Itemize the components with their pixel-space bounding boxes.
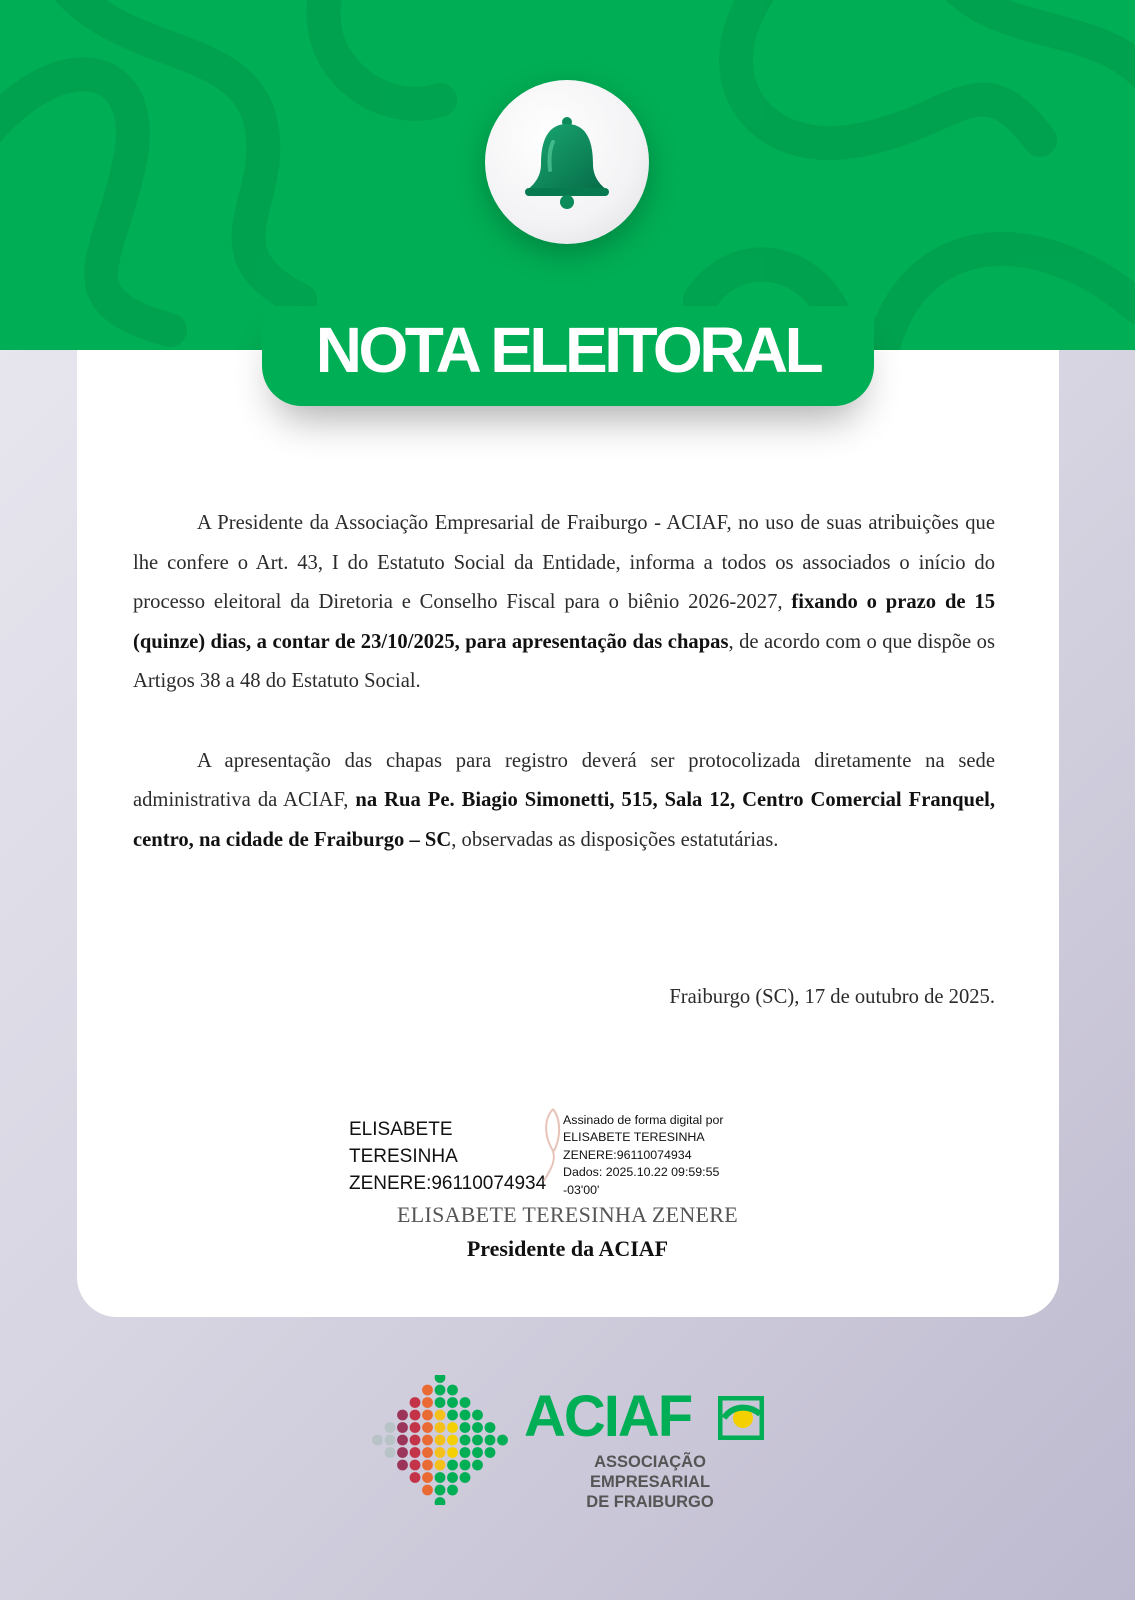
logo-subtitle (534, 1452, 766, 1512)
logo-dot (435, 1385, 446, 1396)
signatory-name: ELISABETE TERESINHA ZENERE (396, 1202, 739, 1227)
logo-dot (372, 1435, 383, 1446)
logo-dots-icon (368, 1375, 518, 1505)
logo-dot (410, 1460, 421, 1471)
signature-name-block (349, 1116, 546, 1197)
logo-dot (460, 1397, 471, 1408)
bell-badge (485, 80, 649, 244)
logo-dot (410, 1410, 421, 1421)
signature-info-block (563, 1112, 723, 1199)
p2-text-end: , observadas as disposições estatutárias. (451, 828, 779, 851)
title-banner (262, 306, 874, 406)
logo-dot (472, 1422, 483, 1433)
logo-dot (422, 1460, 433, 1471)
logo-dot (397, 1422, 408, 1433)
logo-dot (385, 1422, 396, 1433)
logo-dot (472, 1460, 483, 1471)
bell-icon (519, 112, 615, 212)
logo-dot (485, 1447, 496, 1458)
logo-dot (460, 1472, 471, 1483)
logo-dot (422, 1435, 433, 1446)
p1-text: A Presidente da Associação Empresarial de Fraiburgo - ACIAF, no uso de suas atribuições que lhe confere o Art. 43, I do Estatuto Social da Entidade, informa a todos os associados o início do processo eleitoral da Diretoria e Conselho Fiscal para o biênio 2026-2027, (133, 512, 995, 613)
logo-dot (447, 1410, 458, 1421)
signature-info-line: -03'00' (563, 1182, 600, 1197)
date-line: Fraiburgo (SC), 17 de outubro de 2025. (669, 986, 995, 1008)
logo-dot (435, 1460, 446, 1471)
logo-dot (435, 1397, 446, 1408)
logo-dot (485, 1435, 496, 1446)
signature-name-line: ELISABETE (349, 1119, 453, 1140)
logo-dot (435, 1485, 446, 1496)
p1-text-end: , de acordo com o que dispõe os Artigos 38 a 48 do Estatuto Social. (133, 630, 995, 692)
signature-name-line: ZENERE:96110074934 (349, 1173, 547, 1194)
paragraph-2 (133, 742, 995, 861)
logo-dot (385, 1447, 396, 1458)
signature-name-line: TERESINHA (349, 1146, 458, 1167)
logo-dot (460, 1410, 471, 1421)
logo-dot (397, 1410, 408, 1421)
logo-dot (447, 1472, 458, 1483)
logo-dot (435, 1497, 446, 1505)
logo-dot (472, 1447, 483, 1458)
logo-dot (397, 1460, 408, 1471)
p2-bold-text: na Rua Pe. Biagio Simonetti, 515, Sala 12, Centro Comercial Franquel, centro, na cidade de Fraiburgo – SC (133, 789, 995, 851)
logo-dot (460, 1435, 471, 1446)
logo-dot (422, 1410, 433, 1421)
logo-dot (460, 1460, 471, 1471)
logo-dot (435, 1435, 446, 1446)
logo-dot (397, 1447, 408, 1458)
logo-dot (497, 1435, 508, 1446)
paragraph-1 (133, 504, 995, 702)
logo-dot (422, 1472, 433, 1483)
logo-dot (435, 1472, 446, 1483)
signature-info-line: ZENERE:96110074934 (563, 1147, 692, 1162)
logo-dot (410, 1435, 421, 1446)
notice-body (133, 504, 995, 860)
logo-sun-icon (718, 1396, 764, 1440)
p2-text: A apresentação das chapas para registro deverá ser protocolizada diretamente na sede administrativa da ACIAF, (133, 749, 995, 811)
logo-dot (422, 1485, 433, 1496)
logo-dot (435, 1422, 446, 1433)
logo-dot (447, 1422, 458, 1433)
logo-dot (447, 1447, 458, 1458)
logo-subtitle-line: ASSOCIAÇÃO EMPRESARIAL (589, 1453, 711, 1491)
logo-dot (410, 1422, 421, 1433)
logo-dot (460, 1447, 471, 1458)
logo-subtitle-line: DE FRAIBURGO (586, 1493, 714, 1511)
logo-dot (447, 1397, 458, 1408)
logo-dot (460, 1422, 471, 1433)
p1-bold-text: fixando o prazo de 15 (quinze) dias, a contar de 23/10/2025, para apresentação das chapas (133, 591, 995, 653)
page-title: NOTA ELEITORAL (315, 314, 821, 386)
logo-dot (472, 1435, 483, 1446)
logo-dot (447, 1435, 458, 1446)
logo-wordmark: ACIAF (524, 1384, 692, 1449)
logo-dot (422, 1422, 433, 1433)
logo-dot (422, 1447, 433, 1458)
logo-dot (485, 1422, 496, 1433)
logo-dot (435, 1447, 446, 1458)
logo-dot (410, 1472, 421, 1483)
logo-dot (447, 1485, 458, 1496)
logo-dot (385, 1435, 396, 1446)
signature-info-line: Dados: 2025.10.22 09:59:55 (563, 1165, 720, 1180)
logo-dot (422, 1385, 433, 1396)
signature-info-line: ELISABETE TERESINHA (563, 1130, 705, 1145)
logo-dot (447, 1385, 458, 1396)
signatory-role: Presidente da ACIAF (466, 1236, 669, 1261)
logo-dot (435, 1375, 446, 1383)
logo-dot (410, 1447, 421, 1458)
logo-dot (422, 1397, 433, 1408)
signature-info-line: Assinado de forma digital por (563, 1113, 724, 1127)
logo-dot (447, 1460, 458, 1471)
logo-dot (472, 1410, 483, 1421)
logo-dot (410, 1397, 421, 1408)
logo-dot (435, 1410, 446, 1421)
logo-dot (397, 1435, 408, 1446)
